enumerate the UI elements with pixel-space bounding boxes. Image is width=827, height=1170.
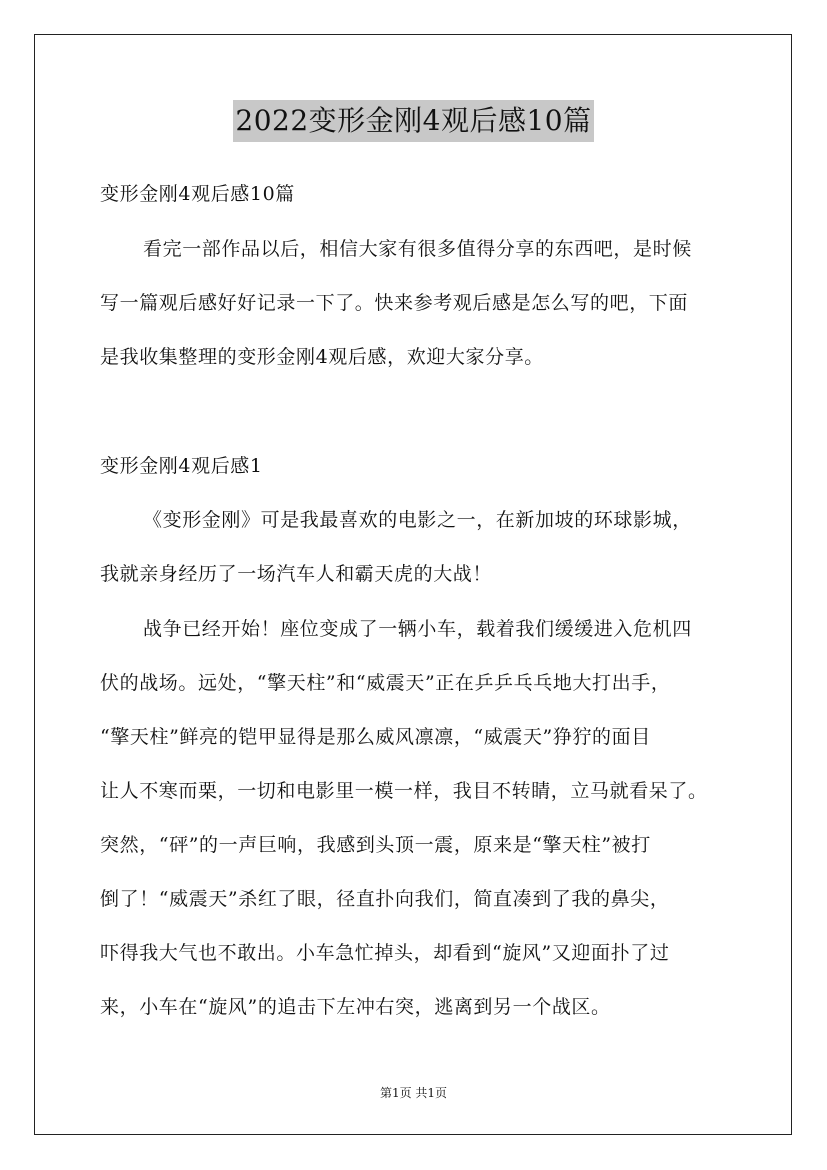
paragraph2-line-6: 倒了！“威震天”杀红了眼，径直扑向我们，简直凑到了我的鼻尖， [100, 888, 670, 910]
paragraph2-line-1: 战争已经开始！座位变成了一辆小车，载着我们缓缓进入危机四 [143, 618, 692, 640]
intro-line-1: 看完一部作品以后，相信大家有很多值得分享的东西吧，是时候 [143, 238, 692, 260]
section-heading: 变形金刚4观后感1 [100, 455, 263, 477]
paragraph2-line-5: 突然，“砰”的一声巨响，我感到头顶一震，原来是“擎天柱”被打 [100, 834, 651, 856]
page-footer: 第1页 共1页 [379, 1086, 448, 1100]
document-subtitle: 变形金刚4观后感10篇 [100, 183, 295, 205]
paragraph2-line-2: 伏的战场。远处，“擎天柱”和“威震天”正在乒乒乓乓地大打出手， [100, 672, 671, 694]
document-title: 2022变形金刚4观后感10篇 [233, 100, 593, 142]
intro-line-2: 写一篇观后感好好记录一下了。快来参考观后感是怎么写的吧，下面 [100, 292, 689, 314]
paragraph1-line-1: 《变形金刚》可是我最喜欢的电影之一，在新加坡的环球影城， [143, 509, 692, 531]
paragraph2-line-4: 让人不寒而栗，一切和电影里一模一样，我目不转睛，立马就看呆了。 [100, 780, 708, 802]
paragraph1-line-2: 我就亲身经历了一场汽车人和霸天虎的大战！ [100, 563, 493, 585]
paragraph2-line-7: 吓得我大气也不敢出。小车急忙掉头，却看到“旋风”又迎面扑了过 [100, 942, 670, 964]
title-container [0, 100, 827, 142]
paragraph2-line-3: “擎天柱”鲜亮的铠甲显得是那么威风凛凛，“威震天”狰狞的面目 [100, 726, 651, 748]
intro-line-3: 是我收集整理的变形金刚4观后感，欢迎大家分享。 [100, 346, 544, 368]
paragraph2-line-8: 来，小车在“旋风”的追击下左冲右突，逃离到另一个战区。 [100, 996, 611, 1018]
